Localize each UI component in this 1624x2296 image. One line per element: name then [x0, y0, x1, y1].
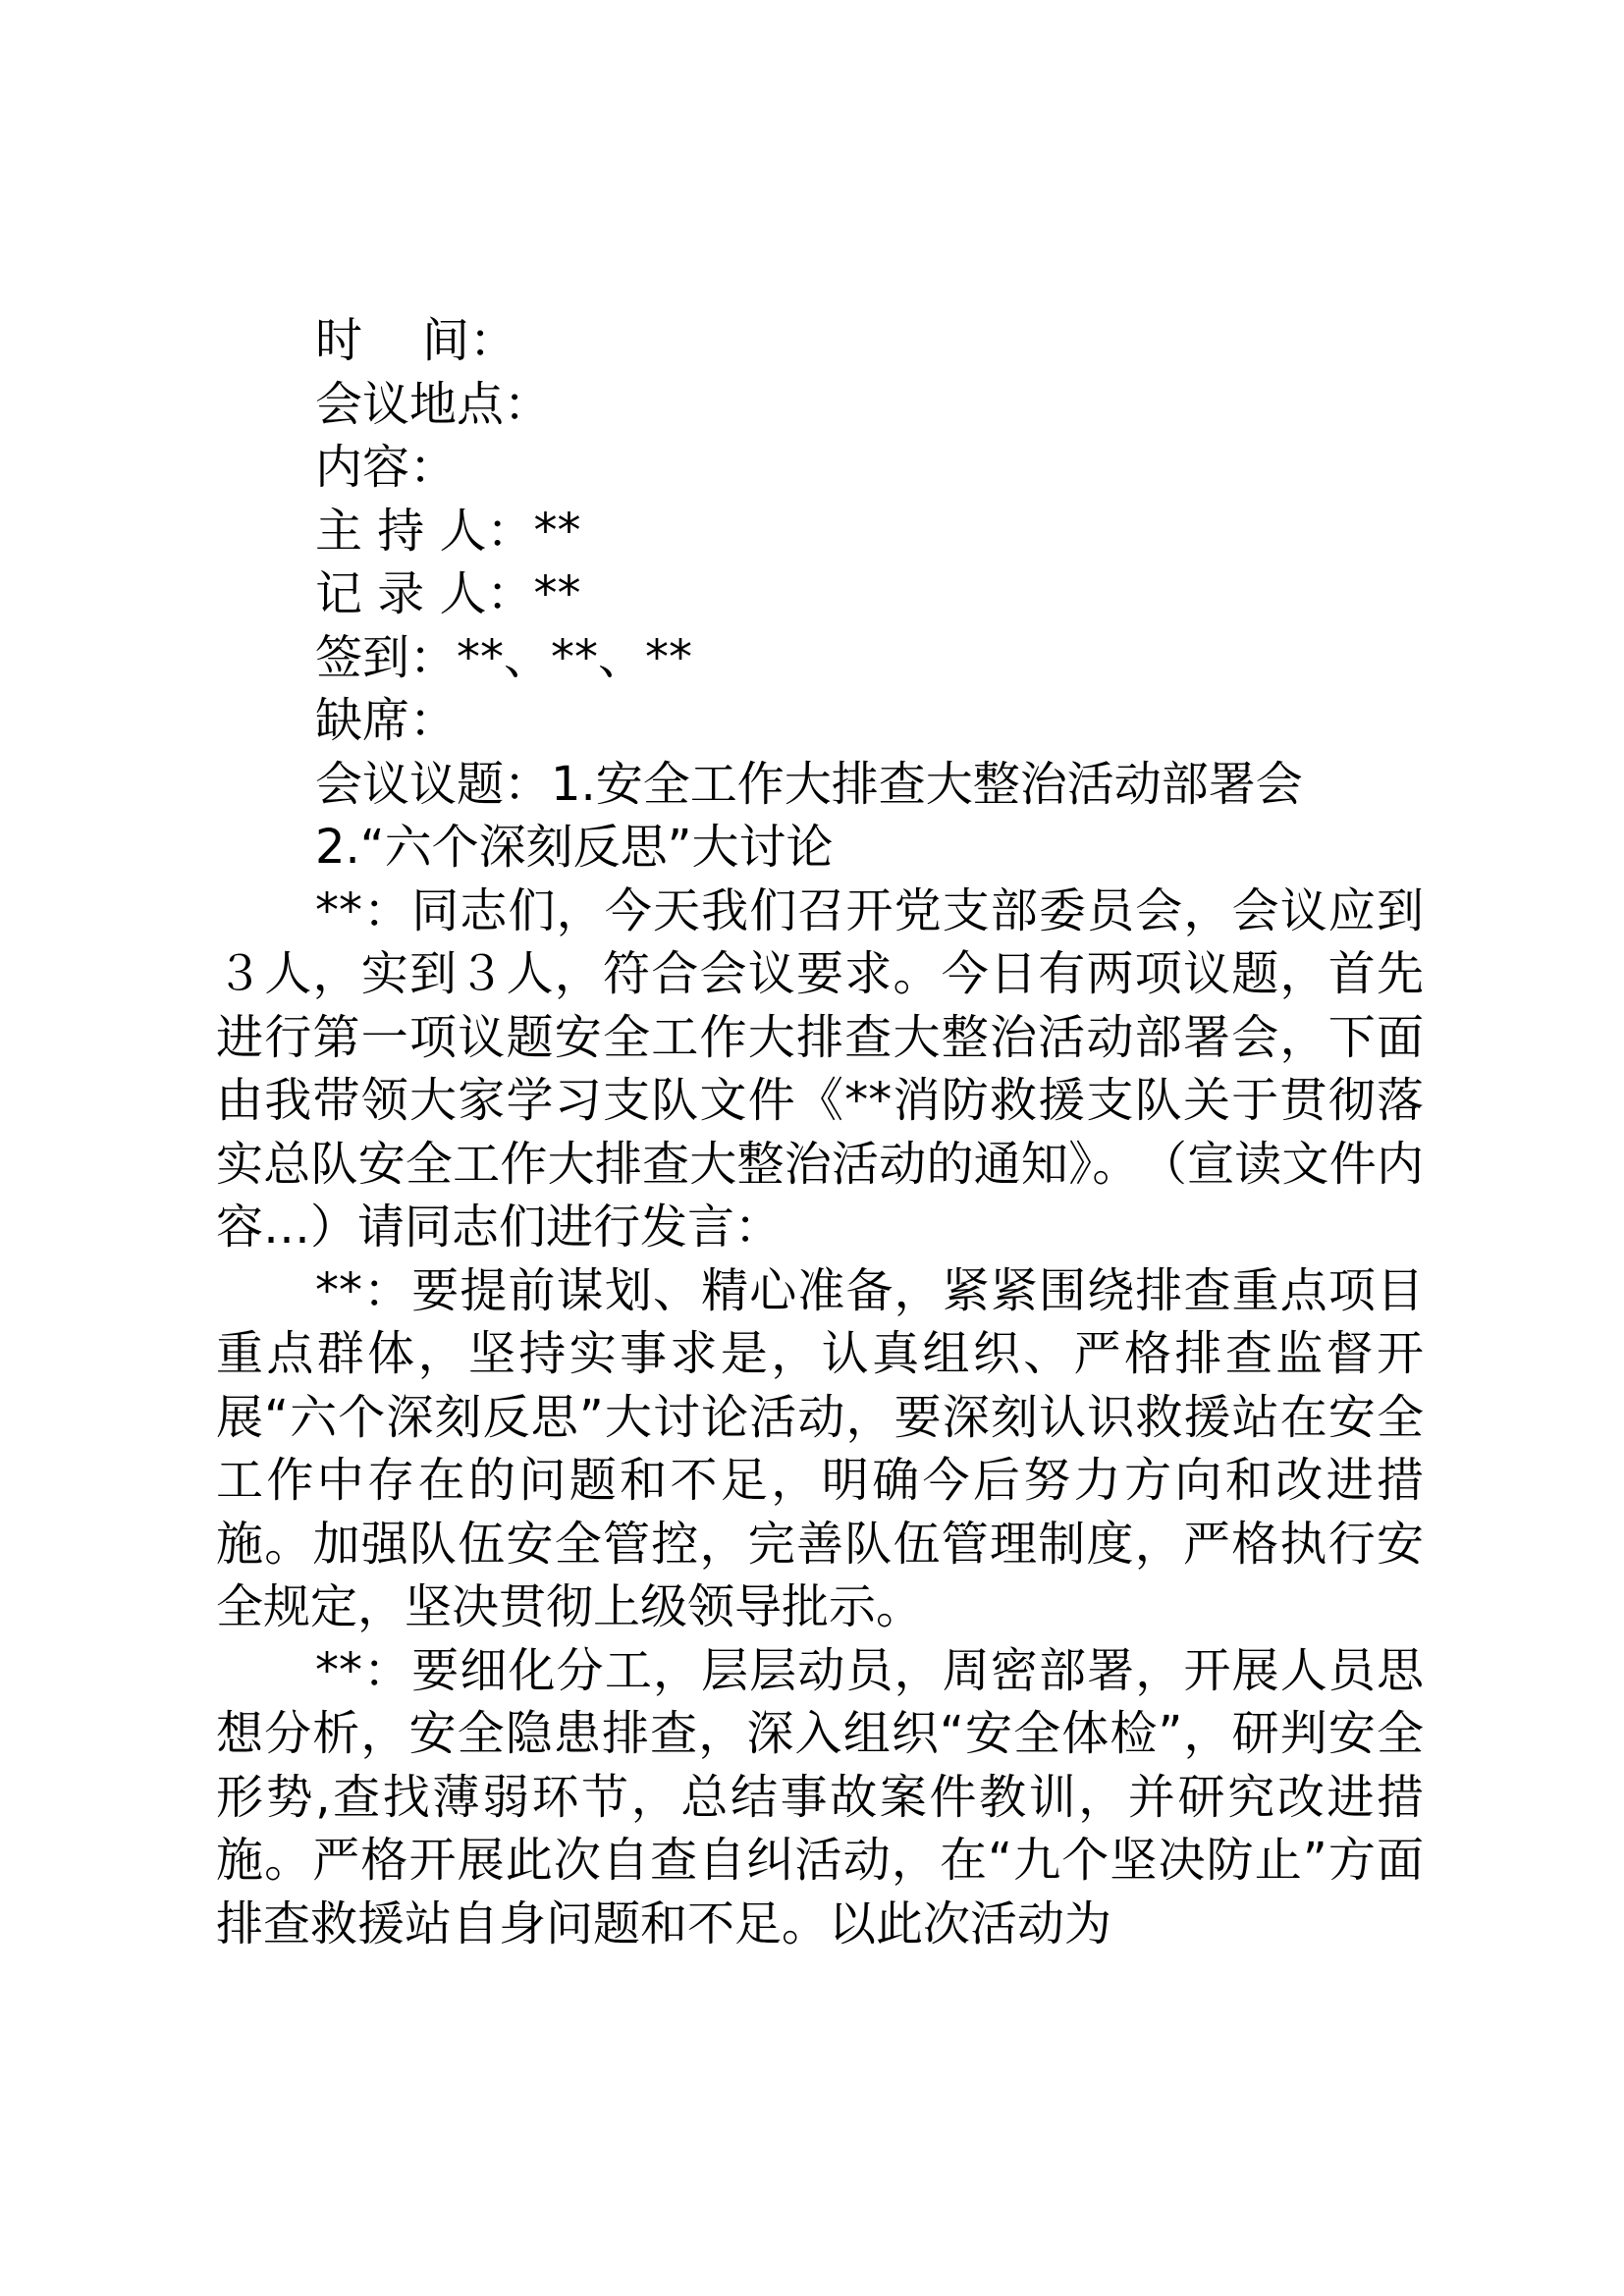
- speech-paragraph-1: **：同志们，今天我们召开党支部委员会，会议应到３人，实到３人，符合会议要求。今日有两项议题，首先进行第一项议题安全工作大排查大整治活动部署会，下面由我带领大家学习支队文件《**消防救援支队关于贯彻落实总队安全工作大排查大整治活动的通知》。 （宣读文件内容…）请同志们进行发言：: [216, 882, 1424, 1255]
- agenda-item-2-line: 2.“六个深刻反思”大讨论: [315, 820, 834, 875]
- speech-paragraph-2: **：要提前谋划、精心准备，紧紧围绕排查重点项目重点群体，坚持实事求是，认真组织、严格排查监督开展“六个深刻反思”大讨论活动，要深刻认识救援站在安全工作中存在的问题和不足，明确今后努力方向和改进措施。加强队伍安全管控，完善队伍管理制度，严格执行安全规定，坚决贯彻上级领导批示。: [216, 1262, 1424, 1634]
- content-line: 内容：: [315, 440, 458, 495]
- absent-line: 缺席：: [315, 693, 458, 748]
- speech-paragraph-3: **：要细化分工，层层动员，周密部署，开展人员思想分析，安全隐患排查，深入组织“安全体检”，研判安全形势,查找薄弱环节，总结事故案件教训，并研究改进措施。严格开展此次自查自纠活动，在“九个坚决防止”方面排查救援站自身问题和不足。以此次活动为: [216, 1642, 1424, 1951]
- host-line: 主 持 人：**: [315, 503, 581, 559]
- time-line: 时 间：: [315, 313, 517, 368]
- location-line: 会议地点：: [315, 376, 552, 432]
- signin-line: 签到：**、**、**: [315, 629, 693, 685]
- agenda-line: 会议议题：1.安全工作大排查大整治活动部署会: [315, 756, 1303, 812]
- document-body: [216, 309, 1424, 1955]
- meeting-header: [315, 309, 1424, 880]
- recorder-line: 记 录 人：**: [315, 566, 581, 621]
